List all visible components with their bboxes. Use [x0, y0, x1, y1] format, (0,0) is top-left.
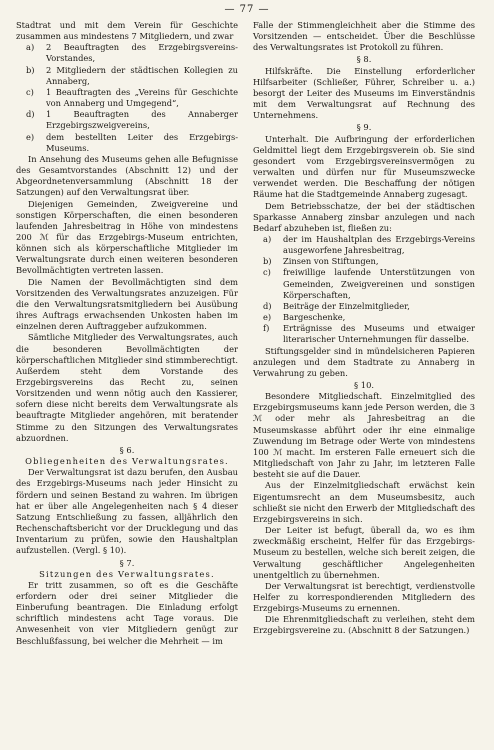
section-number: § 10. — [354, 380, 374, 390]
page-number: — 77 — — [224, 4, 270, 15]
list-item — [253, 312, 475, 323]
paragraph: Besondere Mitgliedschaft. Einzelmitglied des Erzgebirgsmuseums kann jede Person werden, die 3 ℳ oder mehr als Jahresbeitrag an die Museumskasse abführt oder ihr eine einmalige Zuwendung im Betrage oder Werte von mindestens 100 ℳ macht. Im ersteren Falle erneuert sich die Mitgliedschaft von Jahr zu Jahr, im letzteren Falle besteht sie auf die Dauer. — [253, 391, 475, 480]
list-text: freiwillige laufende Unterstützungen von Gemeinden, Zweigvereinen und sonstigen Körperschaften, — [283, 267, 475, 300]
list-item — [253, 301, 475, 312]
list-marker: a) — [26, 42, 35, 53]
list-item — [253, 234, 475, 256]
list-item — [253, 323, 475, 345]
list-marker: c) — [26, 86, 34, 97]
paragraph: Diejenigen Gemeinden, Zweigvereine und sonstigen Körperschaften, die einen besonderen laufenden Jahresbeitrag in Höhe von mindestens 200 ℳ für das Erzgebirgs-Museum entrichten, können sich als körperschaftliche Mitglieder im Verwaltungsrate durch einen weiteren besonderen Bevollmächtigten vertreten lassen. — [16, 198, 238, 276]
right-column — [253, 20, 475, 637]
list-item — [253, 256, 475, 267]
list-item — [16, 42, 238, 64]
list-item — [253, 267, 475, 300]
section-heading: Obliegenheiten des Verwaltungsrates. — [25, 456, 229, 467]
list-text: 2 Mitgliedern der städtischen Kollegien zu Annaberg, — [46, 64, 238, 86]
paragraph: Der Leiter ist befugt, überall da, wo es ihm zweckmäßig erscheint, Helfer für das Erzgebirgs-Museum zu bestellen, welche sich bereit zeigen, die Verwaltung geschäftlicher Angelegenheiten unentgeltlich zu übernehmen. — [253, 525, 475, 580]
paragraph: Hilfskräfte. Die Einstellung erforderlicher Hilfsarbeiter (Schließer, Führer, Schreiber u. a.) besorgt der Leiter des Museums im Einverständnis mit dem Verwaltungsrat auf Rechnung des Unternehmens. — [253, 65, 475, 121]
paragraph: Stiftungsgelder sind in mündelsicheren Papieren anzulegen und dem Stadtrate zu Annaberg in Verwahrung zu geben. — [253, 345, 475, 378]
paragraph: In Ansehung des Museums gehen alle Befugnisse des Gesamtvorstandes (Abschnitt 12) und der Abgeordnetenversammlung (Abschnitt 18 der Satzungen) auf den Verwaltungsrat über. — [16, 153, 238, 198]
paragraph: Die Namen der Bevollmächtigten sind dem Vorsitzenden des Verwaltungsrates anzuzeigen. Für die den Verwaltungsratsmitgliedern bei Ausübung ihres Auftrags erwachsenden Unkosten haben im einzelnen deren Auftraggeber aufzukommen. — [16, 276, 238, 332]
list-item — [16, 132, 238, 154]
paragraph: Er tritt zusammen, so oft es die Geschäfte erfordern oder drei seiner Mitglieder die Einberufung beantragen. Die Einladung erfolgt schriftlich mindestens acht Tage voraus. Die Anwesenheit von vier Mitgliedern genügt zur Beschlußfassung, bei welcher die Mehrheit — im — [16, 579, 238, 646]
list-item — [16, 87, 238, 109]
list-marker: b) — [26, 64, 35, 75]
section-number: § 8. — [356, 54, 372, 65]
list-marker: e) — [263, 312, 272, 323]
list-marker: a) — [263, 233, 272, 244]
list-text: Erträgnisse des Museums und etwaiger literarischer Unternehmungen für dasselbe. — [283, 323, 475, 345]
paragraph: Der Verwaltungsrat ist dazu berufen, den Ausbau des Erzgebirgs-Museums nach jeder Hinsicht zu fördern und seinen Bestand zu wahren. Im übrigen hat er über alle Angelegenheiten nach § 4 dieser Satzung Entschließung zu fassen, alljährlich den Rechenschaftsbericht vor der Drucklegung und das Inventarium zu prüfen, sowie den Haushaltplan aufzustellen. (Vergl. § 10). — [16, 467, 238, 556]
member-list — [16, 42, 238, 154]
list-text: Bargeschenke, — [283, 312, 346, 323]
paragraph: Stadtrat und mit dem Verein für Geschichte zusammen aus mindestens 7 Mitgliedern, und zwar — [16, 20, 238, 42]
list-text: 1 Beauftragten des Annaberger Erzgebirgszweigvereins, — [46, 109, 238, 131]
paragraph: Falle der Stimmengleichheit aber die Stimme des Vorsitzenden — entscheidet. Über die Beschlüsse des Verwaltungsrates ist Protokoll zu führen. — [253, 20, 475, 53]
list-marker: c) — [263, 267, 271, 278]
list-text: Zinsen von Stiftungen, — [283, 256, 379, 267]
list-text: 1 Beauftragten des „Vereins für Geschichte von Annaberg und Umgegend“, — [46, 86, 238, 109]
paragraph: Aus der Einzelmitgliedschaft erwächst kein Eigentumsrecht an dem Museumsbesitz, auch schließt sie nicht den Erwerb der Mitgliedschaft des Erzgebirgsvereins in sich. — [253, 480, 475, 524]
paragraph: Die Ehrenmitgliedschaft zu verleihen, steht dem Erzgebirgsvereine zu. (Abschnitt 8 der Satzungen.) — [253, 614, 475, 636]
paragraph: Unterhalt. Die Aufbringung der erforderlichen Geldmittel liegt dem Erzgebirgsverein ob. Sie sind gesondert vom Erzgebirgsvereinsvermögen zu verwalten und dürfen nur für Museumszwecke verwendet werden. Die Beschaffung der nötigen Räume hat die Stadtgemeinde Annaberg zugesagt. — [253, 133, 475, 200]
income-list — [253, 234, 475, 346]
section-heading: Sitzungen des Verwaltungsrates. — [39, 568, 215, 579]
section-number: § 9. — [356, 122, 372, 133]
list-marker: f) — [263, 323, 270, 334]
list-text: 2 Beauftragten des Erzgebirgsvereins-Vorstandes, — [46, 42, 238, 64]
list-text: dem bestellten Leiter des Erzgebirgs-Museums. — [46, 131, 238, 153]
list-item — [16, 65, 238, 87]
paragraph: Sämtliche Mitglieder des Verwaltungsrates, auch die besonderen Bevollmächtigten der körperschaftlichen Mitglieder sind stimmberechtigt. Außerdem steht dem Vorstande des Erzgebirgsvereins das Recht zu, seinen Vorsitzenden und wenn nötig auch den Kassierer, sofern diese nicht bereits dem Verwaltungsrate als beauftragte Mitglieder angehören, mit beratender Stimme zu den Sitzungen des Verwaltungsrates abzuordnen. — [16, 332, 238, 443]
list-text: Beiträge der Einzelmitglieder, — [283, 300, 410, 311]
list-text: der im Haushaltplan des Erzgebirgs-Vereins ausgeworfene Jahresbeitrag, — [283, 233, 475, 256]
left-column — [16, 20, 238, 647]
list-item — [16, 109, 238, 131]
paragraph: Der Verwaltungsrat ist berechtigt, verdienstvolle Helfer zu korrespondierenden Mitgliedern des Erzgebirgs-Museums zu ernennen. — [253, 580, 475, 614]
paragraph: Dem Betriebsschatze, der bei der städtischen Sparkasse Annaberg zinsbar anzulegen und nach Bedarf abzuheben ist, fließen zu: — [253, 200, 475, 233]
list-marker: b) — [263, 256, 272, 267]
section-number: § 6. — [119, 444, 135, 455]
list-marker: d) — [263, 300, 272, 311]
list-marker: d) — [26, 109, 35, 120]
list-marker: e) — [26, 131, 35, 142]
section-number: § 7. — [119, 557, 135, 568]
